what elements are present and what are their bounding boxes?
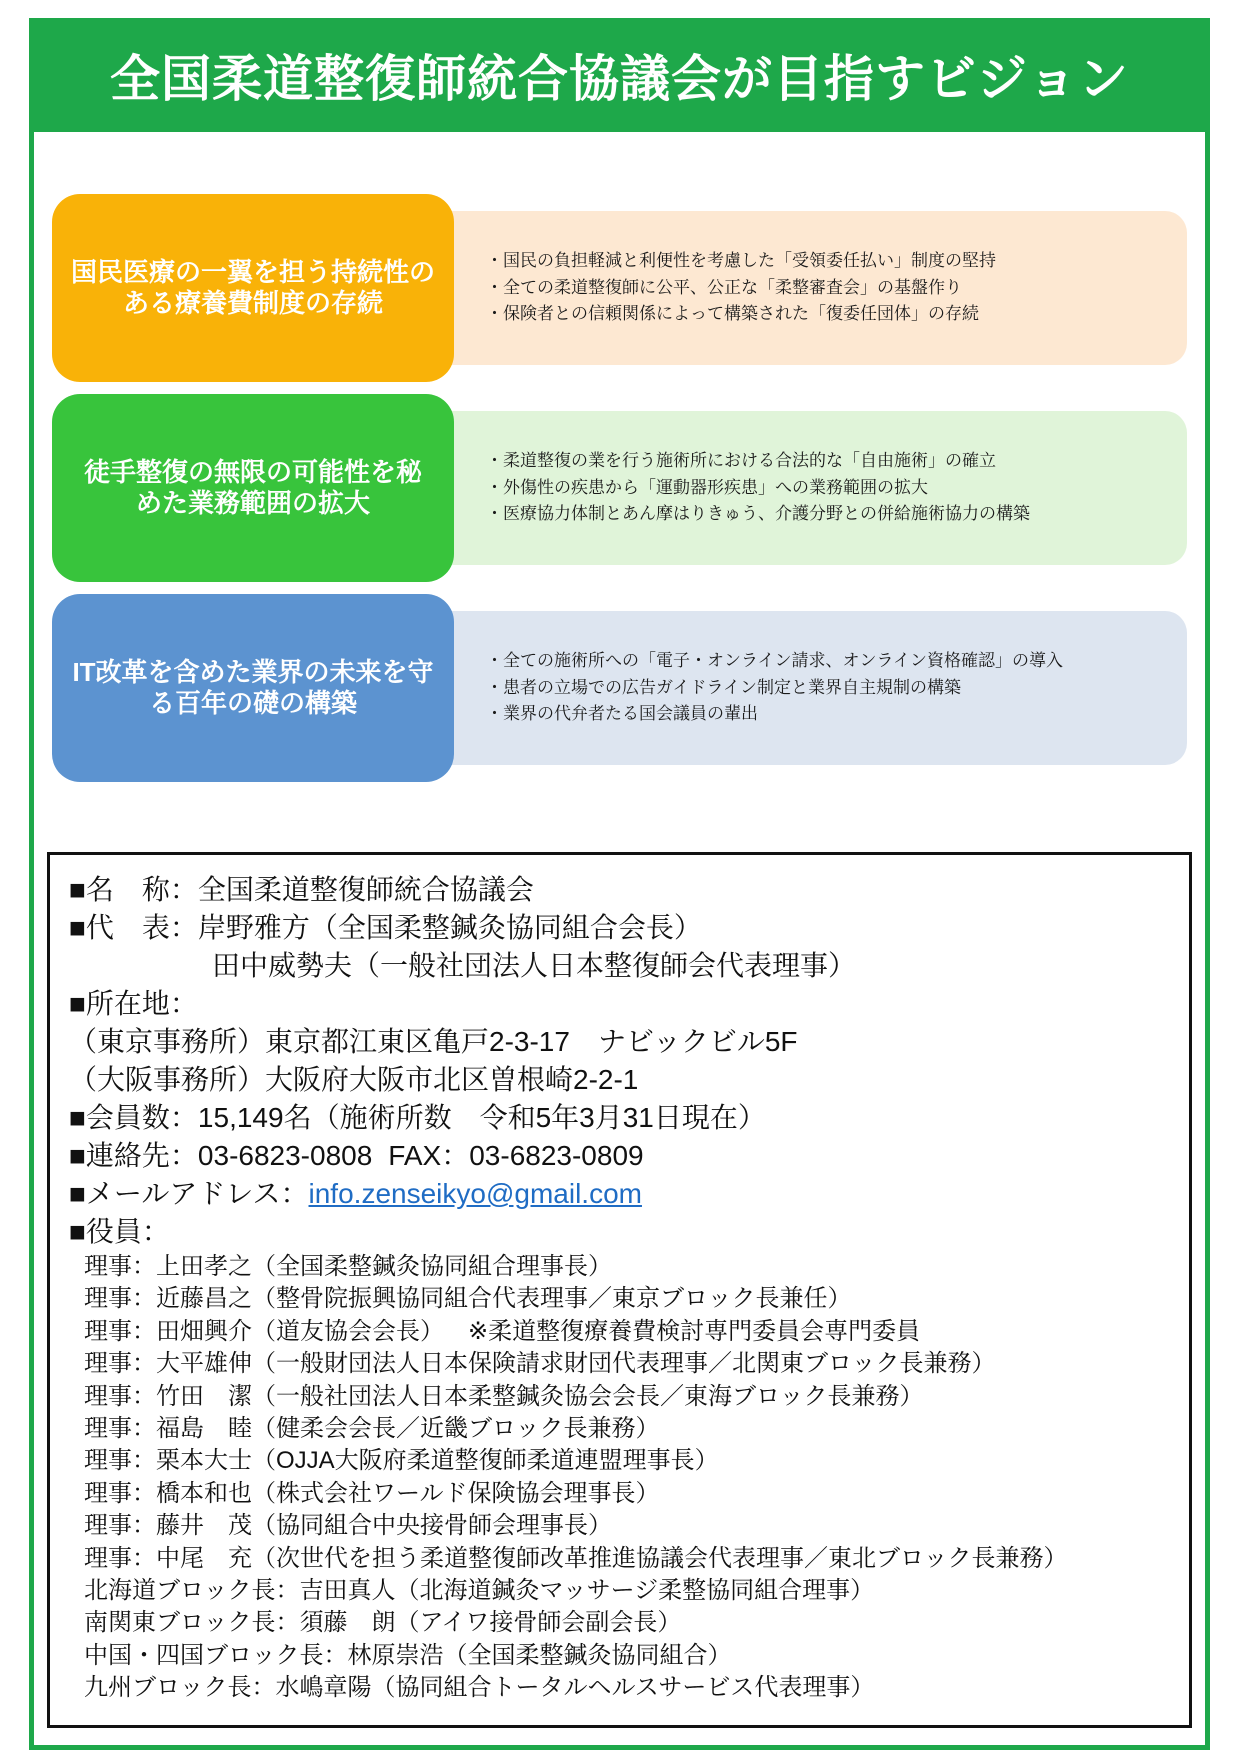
info-representative-line xyxy=(69,909,1189,947)
bullet-item: ・外傷性の疾患から「運動器形疾患」への業務範囲の拡大 xyxy=(486,477,928,497)
info-label: ■名 称： xyxy=(69,874,198,905)
vision-heading-line: る百年の礎の構築 xyxy=(148,688,357,718)
vision-heading-line: ある療養費制度の存続 xyxy=(122,288,383,318)
info-label: ■会員数： xyxy=(69,1102,198,1133)
officer-item xyxy=(84,1510,1189,1542)
vision-bullet-list xyxy=(486,648,1063,728)
office-address: 東京都江東区亀戸2-3-17 ナビックビル5F xyxy=(265,1026,798,1057)
officer-name: 上田孝之 xyxy=(156,1253,252,1280)
office-name: （東京事務所） xyxy=(69,1026,266,1057)
officer-role: 理事 xyxy=(84,1447,132,1475)
info-label: ■役員： xyxy=(69,1216,170,1247)
officer-item xyxy=(84,1672,1189,1704)
officer-role: 南関東ブロック長 xyxy=(84,1609,276,1637)
officer-role: 九州ブロック長 xyxy=(84,1674,252,1702)
bullet-item: ・業界の代弁者たる国会議員の輩出 xyxy=(486,704,758,724)
officer-role: 理事 xyxy=(84,1285,132,1313)
vision-heading-line: 徒手整復の無限の可能性を秘 xyxy=(83,457,422,487)
officer-name: 林原崇浩 xyxy=(347,1641,444,1669)
officer-affiliation: （全国柔整鍼灸協同組合） xyxy=(443,1641,732,1669)
officer-separator: ： xyxy=(132,1479,156,1507)
bullet-item: ・患者の立場での広告ガイドライン制定と業界自主規制の構築 xyxy=(486,677,961,697)
officer-role: 理事 xyxy=(84,1479,132,1507)
officer-item xyxy=(84,1575,1189,1607)
officer-role: 中国・四国ブロック長 xyxy=(84,1641,324,1669)
info-label: ■所在地： xyxy=(69,988,198,1019)
info-value: 岸野雅方（全国柔整鍼灸協同組合会長） xyxy=(197,912,702,943)
officer-affiliation: （北海道鍼灸マッサージ柔整協同組合理事） xyxy=(395,1577,875,1605)
vision-row-3 xyxy=(0,594,1240,782)
vision-heading-line: 国民医療の一翼を担う持続性の xyxy=(70,257,435,287)
officer-separator: ： xyxy=(132,1415,156,1443)
info-office-osaka xyxy=(69,1061,1189,1099)
fax-number: 03-6823-0809 xyxy=(469,1140,644,1171)
page-title: 全国柔道整復師統合協議会が目指すビジョン xyxy=(110,51,1129,107)
bullet-item: ・医療協力体制とあん摩はりきゅう、介護分野との併給施術協力の構築 xyxy=(486,504,1030,524)
officer-note: ※柔道整復療養費検討専門委員会専門委員 xyxy=(468,1317,921,1345)
officer-separator: ： xyxy=(132,1253,156,1280)
office-address: 大阪府大阪市北区曽根崎2-2-1 xyxy=(265,1064,639,1095)
email-link[interactable]: info.zenseikyo@gmail.com xyxy=(308,1178,642,1209)
officer-separator: ： xyxy=(275,1609,300,1637)
officer-affiliation: （全国柔整鍼灸協同組合理事長） xyxy=(252,1253,612,1280)
bullet-item: ・全ての柔道整復師に公平、公正な「柔整審査会」の基盤作り xyxy=(486,277,962,297)
info-value: 田中威勢夫（一般社団法人日本整復師会代表理事） xyxy=(212,950,857,981)
info-contact-line xyxy=(69,1137,1189,1175)
officer-affiliation: （協同組合トータルヘルスサービス代表理事） xyxy=(371,1674,875,1702)
officer-separator: ： xyxy=(132,1544,156,1572)
vision-heading-line: IT改革を含めた業界の未来を守 xyxy=(72,657,434,687)
info-label: ■メールアドレス： xyxy=(69,1178,309,1209)
officer-item xyxy=(84,1640,1189,1672)
officer-separator: ： xyxy=(275,1577,300,1605)
officer-name: 栗本大士 xyxy=(156,1447,252,1475)
vision-bullet-list xyxy=(486,248,996,328)
officer-item xyxy=(84,1381,1189,1413)
vision-detail-panel xyxy=(420,211,1187,365)
info-office-tokyo xyxy=(69,1023,1189,1061)
info-name-line xyxy=(69,871,1189,909)
vision-heading-box xyxy=(52,194,454,382)
phone-number: 03-6823-0808 xyxy=(197,1140,373,1171)
bullet-item: ・保険者との信頼関係によって構築された「復委任団体」の存続 xyxy=(486,304,979,324)
officer-name: 須藤 朗 xyxy=(299,1609,396,1637)
officer-separator: ： xyxy=(132,1285,156,1313)
vision-detail-panel xyxy=(420,411,1187,565)
officer-name: 橋本和也 xyxy=(156,1479,252,1507)
officer-separator: ： xyxy=(323,1641,348,1669)
vision-heading-box xyxy=(52,394,454,582)
officer-name: 近藤昌之 xyxy=(156,1285,252,1313)
info-representative-line-2 xyxy=(69,947,1189,985)
officer-item xyxy=(84,1413,1189,1445)
officer-item xyxy=(84,1283,1189,1315)
officer-item xyxy=(84,1445,1189,1477)
vision-bullet-list xyxy=(486,448,1030,528)
bullet-item: ・国民の負担軽減と利便性を考慮した「受領委任払い」制度の堅持 xyxy=(486,251,996,271)
officer-separator: ： xyxy=(251,1674,276,1702)
officer-role: 北海道ブロック長 xyxy=(84,1577,276,1605)
officer-separator: ： xyxy=(132,1350,156,1378)
officer-name: 吉田真人 xyxy=(299,1577,396,1605)
officer-item xyxy=(84,1348,1189,1380)
officer-affiliation: （道友協会会長） xyxy=(252,1317,444,1345)
officer-role: 理事 xyxy=(84,1512,132,1540)
officer-affiliation: （株式会社ワールド保険協会理事長） xyxy=(252,1479,660,1507)
info-value: 全国柔道整復師統合協議会 xyxy=(197,874,534,905)
officer-name: 竹田 潔 xyxy=(156,1382,252,1410)
officer-item xyxy=(84,1543,1189,1575)
officer-affiliation: （整骨院振興協同組合代表理事／東京ブロック長兼任） xyxy=(252,1285,852,1313)
officer-affiliation: （一般社団法人日本柔整鍼灸協会会長／東海ブロック長兼務） xyxy=(252,1382,924,1410)
officer-item xyxy=(84,1607,1189,1639)
officer-affiliation: （次世代を担う柔道整復師改革推進協議会代表理事／東北ブロック長兼務） xyxy=(252,1544,1068,1572)
info-email-line xyxy=(69,1175,1189,1213)
officer-name: 水嶋章陽 xyxy=(275,1674,372,1702)
officer-name: 藤井 茂 xyxy=(156,1512,252,1540)
officer-role: 理事 xyxy=(84,1253,132,1280)
fax-label: FAX： xyxy=(388,1140,470,1171)
vision-row-1 xyxy=(0,194,1240,382)
officer-affiliation: （健柔会会長／近畿ブロック長兼務） xyxy=(252,1415,660,1443)
officer-item xyxy=(84,1251,1189,1283)
officer-affiliation: （アイワ接骨師会副会長） xyxy=(395,1609,682,1637)
officer-affiliation: （協同組合中央接骨師会理事長） xyxy=(252,1512,612,1540)
vision-heading-box xyxy=(52,594,454,782)
info-label: ■連絡先： xyxy=(69,1140,198,1171)
officer-list xyxy=(69,1251,1189,1705)
info-label: ■代 表： xyxy=(69,912,198,943)
officer-role: 理事 xyxy=(84,1350,132,1378)
office-name: （大阪事務所） xyxy=(69,1064,266,1095)
officer-role: 理事 xyxy=(84,1544,132,1572)
bullet-item: ・全ての施術所への「電子・オンライン請求、オンライン資格確認」の導入 xyxy=(486,651,1063,671)
officer-role: 理事 xyxy=(84,1317,132,1345)
officer-separator: ： xyxy=(132,1512,156,1540)
officer-role: 理事 xyxy=(84,1415,132,1443)
officer-item xyxy=(84,1478,1189,1510)
info-value: 15,149名（施術所数 令和5年3月31日現在） xyxy=(197,1102,766,1133)
officer-separator: ： xyxy=(132,1447,156,1475)
officer-item xyxy=(84,1316,1189,1348)
vision-detail-panel xyxy=(420,611,1187,765)
officer-affiliation: （OJJA大阪府柔道整復師柔道連盟理事長） xyxy=(252,1447,719,1475)
vision-heading-line: めた業務範囲の拡大 xyxy=(135,488,370,518)
info-address-label-line xyxy=(69,985,1189,1023)
info-members-line xyxy=(69,1099,1189,1137)
officer-name: 大平雄伸 xyxy=(156,1350,252,1378)
officer-name: 中尾 充 xyxy=(156,1544,252,1572)
vision-row-2 xyxy=(0,394,1240,582)
bullet-item: ・柔道整復の業を行う施術所における合法的な「自由施術」の確立 xyxy=(486,451,996,471)
officer-name: 田畑興介 xyxy=(156,1317,252,1345)
officer-affiliation: （一般財団法人日本保険請求財団代表理事／北関東ブロック長兼務） xyxy=(252,1350,996,1378)
organization-info-box xyxy=(47,852,1192,1728)
officer-name: 福島 睦 xyxy=(156,1415,252,1443)
officer-role: 理事 xyxy=(84,1382,132,1410)
info-officers-label-line xyxy=(69,1213,1189,1251)
officer-separator: ： xyxy=(132,1317,156,1345)
title-banner xyxy=(29,18,1210,132)
officer-separator: ： xyxy=(132,1382,156,1410)
